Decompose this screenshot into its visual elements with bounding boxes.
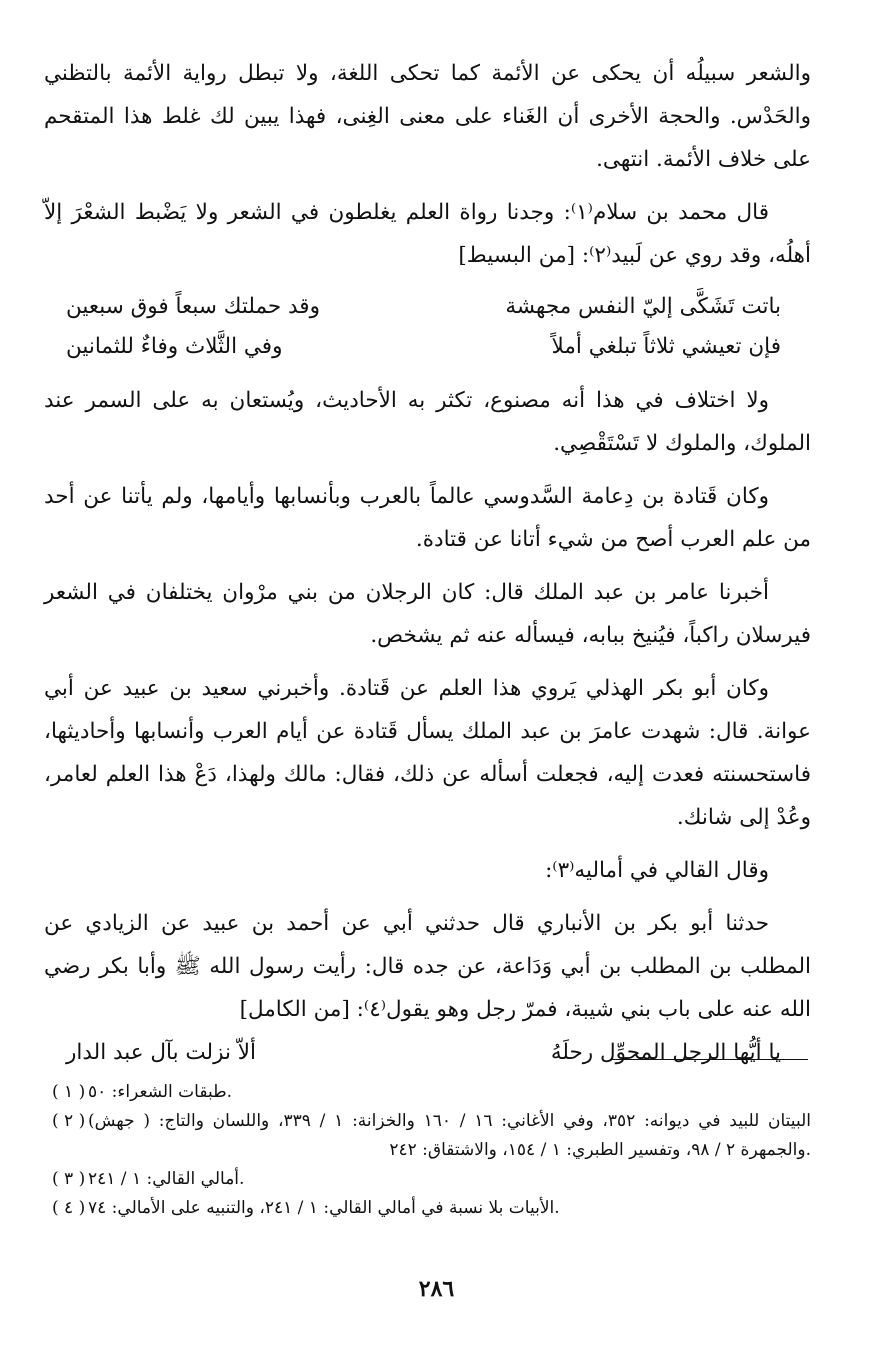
poem-kamil [44, 1033, 811, 1073]
paragraph-shir: والشعر سبيلُه أن يحكى عن الأئمة كما تحكى اللغة، ولا تبطل رواية الأئمة بالتظني والحَدْس. والحجة الأخرى أن الغَناء على معنى الغِنى، فهذا يبين لك غلط هذا المتقحم على خلاف الأئمة. انتهى. [44, 61, 811, 172]
poem-verse [44, 287, 811, 327]
footnote [44, 1107, 811, 1165]
footnote-number: ( ١ ) [52, 1082, 86, 1102]
paragraph-ikhtilaf: ولا اختلاف في هذا أنه مصنوع، تكثر به الأحاديث، ويُستعان به على السمر عند الملوك، والملوك لا تَسْتَقْصِي. [44, 388, 811, 456]
paragraph-anbari: حدثنا أبو بكر بن الأنباري قال حدثني أبي عن أحمد بن عبيد عن الزيادي عن المطلب بن المطلب بن أبي وَدَاعة، عن جده قال: رأيت رسول الله ﷺ وأبا بكر رضي الله عنه على باب بني شيبة، فمرّ رجل وهو يقول⁽٤⁾: [من الكامل] [44, 911, 811, 1022]
paragraph-hudhali: وكان أبو بكر الهذلي يَروي هذا العلم عن قَتادة. وأخبرني سعيد بن عبيد عن أبي عوانة. قال: شهدت عامرَ بن عبد الملك يسأل قَتادة عن أيام العرب وأنسابها وأحاديثها، فاستحسنته فعدت إليه، فجعلت أسأله عن ذلك، فقال: مالك ولهذا، دَعْ هذا العلم لعامر، وعُدْ إلى شانك. [44, 676, 811, 830]
footnote [44, 1165, 811, 1194]
poem-verse [44, 327, 811, 367]
footnote-number: ( ٢ ) [52, 1111, 86, 1131]
paragraph-qatada: وكان قَتادة بن دِعامة السَّدوسي عالماً بالعرب وبأنسابها وأيامها، ولم يأتنا عن أحد من علم العرب أصح من شيء أتانا عن قتادة. [44, 484, 811, 552]
footnote-text: طبقات الشعراء: ٥٠. [88, 1082, 233, 1102]
footnotes [44, 1078, 811, 1223]
footnote-text: البيتان للبيد في ديوانه: ٣٥٢، وفي الأغاني: ١٦ / ١٦٠ والخزانة: ١ / ٣٣٩، واللسان والتاج: ( جهش) والجمهرة ٢ / ٩٨، وتفسير الطبري: ١ / ١٥٤، والاشتقاق: ٢٤٢. [88, 1111, 811, 1160]
footnote-text: أمالي القالي: ١ / ٢٤١. [88, 1169, 245, 1189]
paragraph-qali: وقال القالي في أماليه⁽٣⁾: [545, 858, 769, 883]
verse-second-hemistich: وقد حملتك سبعاً فوق سبعين [66, 294, 320, 319]
verse-first-hemistich: فإن تعيشي ثلاثاً تبلغي أملاً [551, 334, 781, 359]
footnote-separator [612, 1059, 808, 1060]
footnote-text: الأبيات بلا نسبة في أمالي القالي: ١ / ٢٤١، والتنبيه على الأمالي: ٧٤. [88, 1198, 560, 1218]
footnote [44, 1194, 811, 1223]
verse-first-hemistich: يا أيُّها الرجل المحوِّل رحلَهُ [550, 1040, 781, 1065]
poem-labid [44, 287, 811, 367]
paragraph-ibn-sallam: قال محمد بن سلام⁽١⁾: وجدنا رواة العلم يغلطون في الشعر ولا يَضْبط الشعْرَ إلاّ أهلُه، وقد روي عن لَبيد⁽٢⁾: [من البسيط] [44, 200, 811, 268]
footnote [44, 1078, 811, 1107]
verse-first-hemistich: باتت تَشَكَّى إليّ النفس مجهشة [505, 294, 781, 319]
poem-verse [44, 1033, 811, 1073]
paragraph-amir: أخبرنا عامر بن عبد الملك قال: كان الرجلان من بني مرْوان يختلفان في الشعر فيرسلان راكباً، فيُنيخ ببابه، فيسأله عنه ثم يشخص. [44, 580, 811, 648]
page-number: ٢٨٦ [418, 1276, 455, 1302]
verse-second-hemistich: وفي الثَّلاث وفاءٌ للثمانين [66, 334, 283, 359]
verse-second-hemistich: ألاّ نزلت بآل عبد الدار [66, 1040, 257, 1065]
footnote-number: ( ٤ ) [52, 1198, 86, 1218]
footnote-number: ( ٣ ) [52, 1169, 86, 1189]
